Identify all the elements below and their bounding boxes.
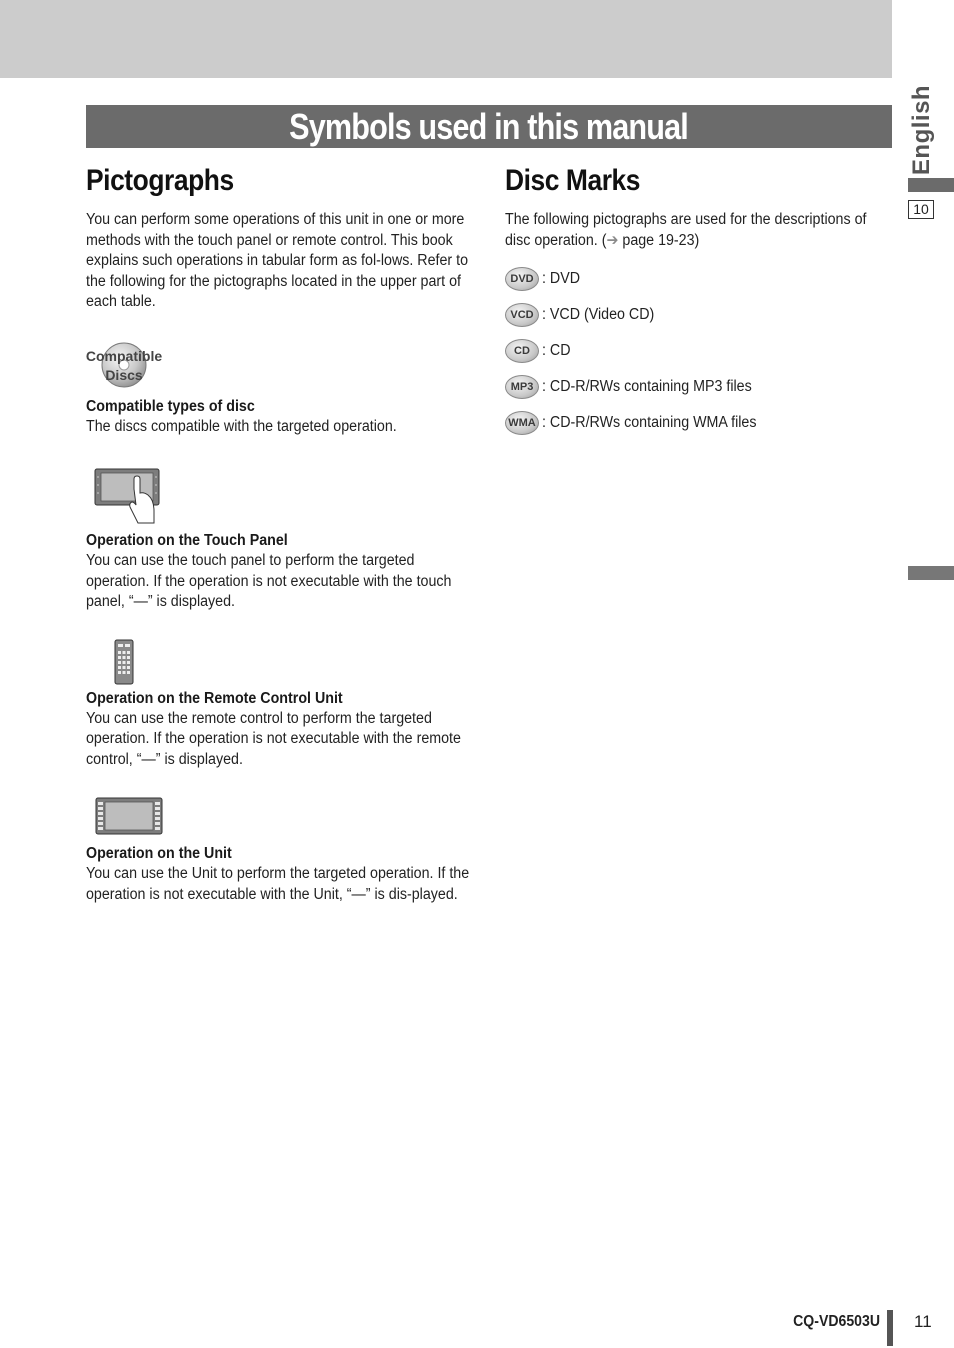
touch-panel-icon [86,467,478,531]
page-reference: page 19-23) [622,231,700,249]
pictograph-title: Operation on the Unit [86,845,232,862]
dvd-disc-icon: DVD [505,267,539,291]
cd-disc-icon: CD [505,339,539,363]
side-page-number: 10 [908,200,934,219]
disc-mark-item [505,369,885,405]
disc-mark-item [505,297,885,333]
pictograph-item [86,339,478,438]
pictograph-text: You can use the remote control to perform the targeted operation. If the operation is not executable with the remote control, “—” is displayed. [86,709,461,768]
pictographs-heading: Pictographs [86,164,234,197]
pictograph-text: You can use the Unit to perform the targeted operation. If the operation is not executable with the Unit, “—” is dis-played. [86,865,470,903]
disc-marks-intro [505,210,883,251]
vcd-disc-icon: VCD [505,303,539,327]
pictograph-title: Operation on the Remote Control Unit [86,689,343,707]
model-number: CQ-VD6503U [793,1313,880,1330]
page-number: 11 [914,1312,932,1331]
side-marker [908,178,954,192]
disc-marks-heading: Disc Marks [505,164,641,197]
pictograph-item [86,796,478,905]
disc-mark-list [505,261,885,441]
unit-icon [86,796,478,844]
disc-mark-text: : CD [542,342,571,359]
top-band [0,0,892,78]
arrow-right-icon: ➔ [606,231,619,249]
disc-mark-item [505,333,885,369]
disc-mark-item [505,405,885,441]
compatible-label-1: Compatible [86,347,163,364]
disc-mark-item [505,261,885,297]
pictographs-intro: You can perform some operations of this unit in one or more methods with the touch panel or remote control. This book explains such operations in tabular form as fol-lows. Refer to the following for the pictographs located in the upper part of each table. [86,211,469,310]
pictograph-text: The discs compatible with the targeted operation. [86,417,397,435]
wma-disc-icon: WMA [505,411,539,435]
disc-mark-text: : VCD (Video CD) [542,306,655,323]
side-marker-lower [908,566,954,580]
language-tab-label: English [908,84,936,176]
disc-marks-section [505,160,885,441]
title-bar [86,105,892,148]
pictograph-item [86,639,478,771]
disc-mark-text: : DVD [542,270,581,287]
disc-mark-text: : CD-R/RWs containing WMA files [542,414,757,431]
pictograph-title: Operation on the Touch Panel [86,532,288,549]
remote-control-icon [86,639,478,689]
pictograph-item [86,467,478,613]
disc-marks-intro-text: The following pictographs are used for the descriptions of disc operation. ( [505,211,867,249]
pictograph-title: Compatible types of disc [86,397,255,415]
pictograph-text: You can use the touch panel to perform the targeted operation. If the operation is not executable with the touch panel, “—” is displayed. [86,552,452,610]
compatible-discs-icon [86,339,478,397]
disc-mark-text: : CD-R/RWs containing MP3 files [542,378,752,395]
mp3-disc-icon: MP3 [505,375,539,399]
compatible-label-2: Discs [105,366,143,383]
page-title: Symbols used in this manual [289,105,689,147]
language-tab [902,84,942,176]
footer-bar [887,1310,893,1346]
pictographs-section [86,160,478,905]
